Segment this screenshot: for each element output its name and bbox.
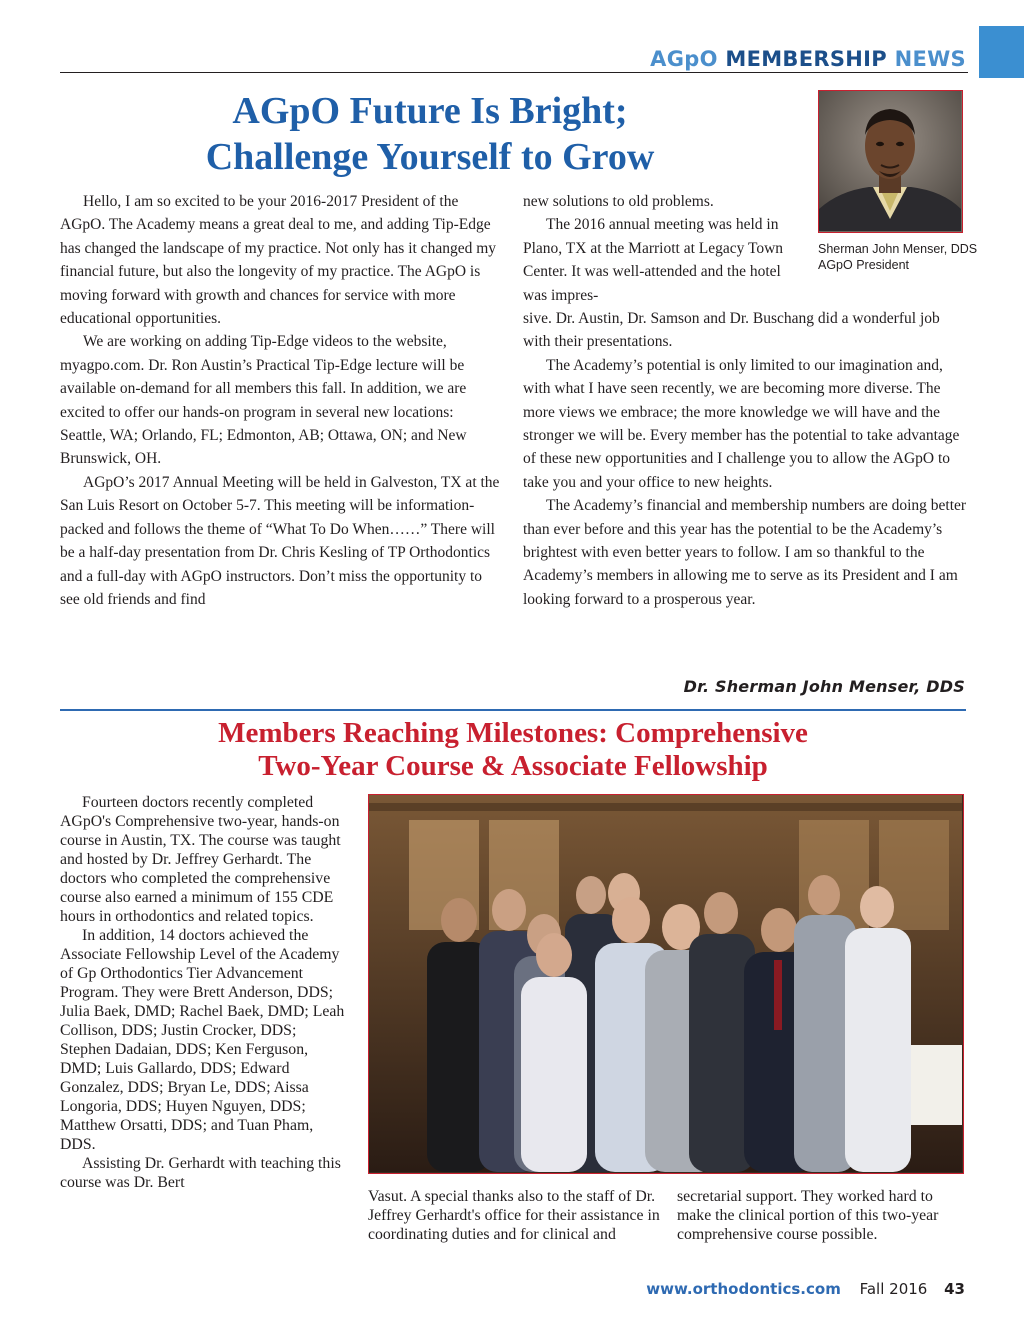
article2-column-1 xyxy=(60,793,350,1192)
article2-paragraph: Vasut. A special thanks also to the staff of Dr. Jeffrey Gerhardt's office for their assistance in coordinating duties and for clinical and xyxy=(368,1188,660,1243)
group-photo xyxy=(368,794,964,1174)
caption-name: Sherman John Menser, DDS xyxy=(818,242,978,256)
signature: Dr. Sherman John Menser, DDS xyxy=(683,677,965,696)
president-portrait-image xyxy=(819,91,961,231)
article1-paragraph: The Academy’s financial and membership numbers are doing better than ever before and this year has the potential to be the Academy’s brightest with even better years to follow. I am so thankful to the Academy’s members in allowing me to serve as its President and I am looking forward to a prosperous year. xyxy=(523,497,967,608)
footer-issue: Fall 2016 xyxy=(859,1280,928,1298)
article2-column-3 xyxy=(677,1187,967,1244)
article1-column-1 xyxy=(60,190,500,611)
president-photo xyxy=(818,90,963,233)
article2-paragraph: In addition, 14 doctors achieved the Associate Fellowship Level of the Academy of Gp Orthodontics Tier Advancement Program. They were Brett Anderson, DDS; Julia Baek, DMD; Rachel Baek, DMD; Leah Collison, DDS; Justin Crocker, DDS; Stephen Dadaian, DDS; Ken Ferguson, DMD; Luis Gallardo, DDS; Edward Gonzalez, DDS; Bryan Le, DDS; Aissa Longoria, DDS; Huyen Nguyen, DDS; Matthew Orsatti, DDS; and Tuan Pham, DDS. xyxy=(60,927,345,1153)
article1-title-line2: Challenge Yourself to Grow xyxy=(205,136,655,178)
page-footer xyxy=(560,1279,965,1299)
header-news: NEWS xyxy=(894,47,966,71)
photo-caption xyxy=(818,241,978,273)
caption-role: AGpO President xyxy=(818,258,910,272)
article1-paragraph: Hello, I am so excited to be your 2016-2017 President of the AGpO. The Academy means a great deal to me, and adding Tip-Edge has changed the landscape of my practice. Not only has it changed my financial future, but also the longevity of my practice. The AGpO is moving forward with growth and chances for service with more educational opportunities. xyxy=(60,193,497,328)
section-header xyxy=(60,46,966,72)
article2-paragraph: secretarial support. They worked hard to make the clinical portion of this two-year comprehensive course possible. xyxy=(677,1188,939,1243)
article1-column-2-bottom xyxy=(523,307,968,611)
header-agpo: AGpO xyxy=(650,47,718,71)
article1-paragraph: We are working on adding Tip-Edge videos to the website, myagpo.com. Dr. Ron Austin’s Practical Tip-Edge lecture will be available on-demand for all members this fall. In addition, we are excited to offer our hands-on program in several new locations: Seattle, WA; Orlando, FL; Edmonton, AB; Ottawa, ON; and New Brunswick, OH. xyxy=(60,333,467,468)
article1-title-line1: AGpO Future Is Bright; xyxy=(232,90,628,132)
article2-title-line1: Members Reaching Milestones: Comprehensive xyxy=(218,717,808,749)
article1-paragraph: new solutions to old problems. xyxy=(523,193,714,210)
header-rule xyxy=(60,72,968,73)
article1-column-2-top xyxy=(523,190,808,307)
article2-paragraph: Assisting Dr. Gerhardt with teaching this course was Dr. Bert xyxy=(60,1155,341,1191)
article2-title-line2: Two-Year Course & Associate Fellowship xyxy=(258,750,768,782)
article1-paragraph: AGpO’s 2017 Annual Meeting will be held in Galveston, TX at the San Luis Resort on October 5-7. This meeting will be information-packed and follows the theme of “What To Do When……” There will be a half-day presentation from Dr. Chris Kesling of TP Orthodontics and a full-day with AGpO instructors. Don’t miss the opportunity to see old friends and find xyxy=(60,473,500,608)
article2-column-2 xyxy=(368,1187,663,1244)
article1-title xyxy=(140,88,720,180)
section-divider xyxy=(60,709,966,711)
article1-paragraph: The 2016 annual meeting was held in Plano, TX at the Marriott at Legacy Town Center. It was well-attended and the hotel was impres- xyxy=(523,216,784,304)
article2-paragraph: Fourteen doctors recently completed AGpO's Comprehensive two-year, hands-on course in Austin, TX. The course was taught and hosted by Dr. Jeffrey Gerhardt. The doctors who completed the comprehensive course also earned a minimum of 155 CDE hours in orthodontics and related topics. xyxy=(60,794,341,925)
page-number: 43 xyxy=(944,1280,965,1298)
article2-title xyxy=(60,717,966,783)
article1-paragraph: sive. Dr. Austin, Dr. Samson and Dr. Buschang did a wonderful job with their presentations. xyxy=(523,310,940,351)
group-photo-image xyxy=(369,795,962,1172)
footer-url-link[interactable]: www.orthodontics.com xyxy=(646,1280,841,1298)
article1-paragraph: The Academy’s potential is only limited to our imagination and, with what I have seen recently, we are becoming more diverse. The more views we embrace; the more knowledge we will have and the stronger we will be. Every member has the potential to take advantage of these new opportunities and I challenge you to allow the AGpO to take you and your office to new heights. xyxy=(523,356,960,491)
blue-page-tab xyxy=(979,26,1024,78)
header-membership: MEMBERSHIP xyxy=(725,47,887,71)
